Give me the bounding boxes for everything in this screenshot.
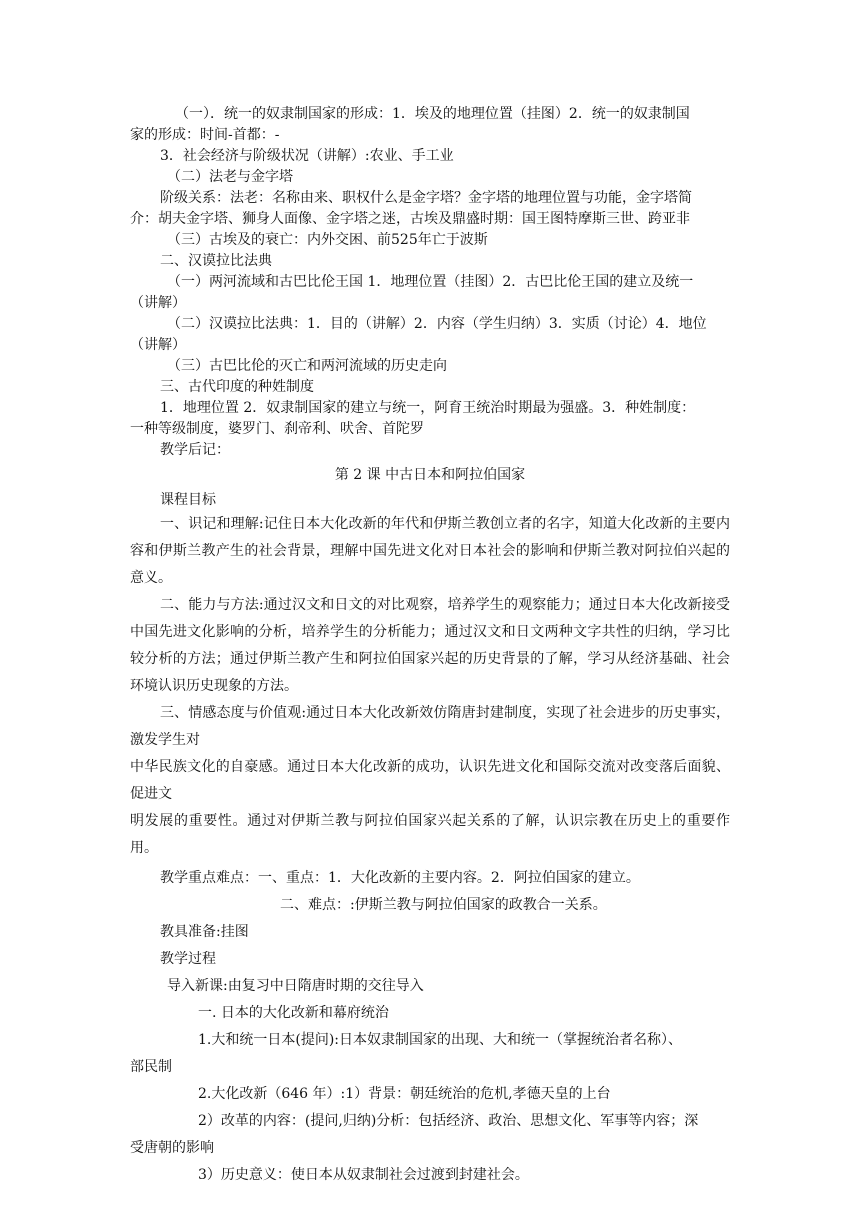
text-line: 一种等级制度，婆罗门、刹帝利、吠舍、首陀罗 bbox=[130, 421, 424, 437]
text-line: （一）两河流域和古巴比伦王国 1．地理位置（挂图）2．古巴比伦王国的建立及统一 bbox=[167, 274, 694, 290]
section-heading: 课程目标 bbox=[160, 492, 216, 508]
paragraph: 二、能力与方法:通过汉文和日文的对比观察，培养学生的观察能力；通过日本大化改新接受中国先进文化影响的分析，培养学生的分析能力；通过汉文和日文两种文字共性的归纳，学习比较分析的方法；通过伊斯兰教产生和阿拉伯国家兴起的历史背景的了解，学习从经济基础、社会环境认识历史现象的方法。 bbox=[130, 597, 730, 694]
paragraph: 一、识记和理解:记住日本大化改新的年代和伊斯兰教创立者的名字，知道大化改新的主要内容和伊斯兰教产生的社会背景，理解中国先进文化对日本社会的影响和伊斯兰教对阿拉伯兴起的意义。 bbox=[130, 516, 730, 586]
paragraph: 明发展的重要性。通过对伊斯兰教与阿拉伯国家兴起关系的了解，认识宗教在历史上的重要作用。 bbox=[130, 813, 730, 856]
text-line: （三）古巴比伦的灭亡和两河流域的历史走向 bbox=[167, 358, 447, 374]
text-line: 阶级关系：法老：名称由来、职权什么是金字塔？金字塔的地理位置与功能，金字塔简 bbox=[160, 190, 692, 206]
section-heading: 二、汉谟拉比法典 bbox=[160, 253, 272, 269]
text-line: （二）法老与金字塔 bbox=[167, 169, 293, 185]
text-line: 3．社会经济与阶级状况（讲解）:农业、手工业 bbox=[160, 148, 454, 164]
paragraph: 中华民族文化的自豪感。通过日本大化改新的成功，认识先进文化和国际交流对改变落后面貌、促进文 bbox=[130, 759, 730, 802]
text-line: 1．地理位置 2．奴隶制国家的建立与统一，阿育王统治时期最为强盛。3．种姓制度： bbox=[160, 400, 696, 416]
text-line: 教学后记： bbox=[160, 442, 230, 458]
section-heading: 一. 日本的大化改新和幕府统治 bbox=[198, 1005, 389, 1021]
text-line: （讲解） bbox=[130, 295, 186, 311]
lesson-title: 第 2 课 中古日本和阿拉伯国家 bbox=[334, 467, 526, 483]
text-line: （二）汉谟拉比法典：1．目的（讲解）2．内容（学生归纳）3．实质（讨论）4．地位 bbox=[167, 316, 707, 332]
text-line: 教学重点难点：一、重点：1．大化改新的主要内容。2．阿拉伯国家的建立。 bbox=[160, 870, 640, 886]
section-heading: 教学过程 bbox=[160, 951, 216, 967]
text-line: （一）．统一的奴隶制国家的形成：1．埃及的地理位置（挂图）2．统一的奴隶制国 bbox=[175, 106, 690, 122]
paragraph: 三、情感态度与价值观:通过日本大化改新效仿隋唐封建制度，实现了社会进步的历史事实，激发学生对 bbox=[130, 705, 730, 748]
text-line: 受唐朝的影响 bbox=[130, 1140, 214, 1156]
text-line: （讲解） bbox=[130, 337, 186, 353]
text-line: （三）古埃及的衰亡：内外交困、前525年亡于波斯 bbox=[167, 232, 488, 248]
text-line: 2.大化改新（646 年）:1）背景：朝廷统治的危机,孝德天皇的上台 bbox=[198, 1086, 611, 1102]
text-line: 2）改革的内容：(提问,归纳)分析：包括经济、政治、思想文化、军事等内容；深 bbox=[198, 1113, 699, 1129]
text-line: 3）历史意义：使日本从奴隶制社会过渡到封建社会。 bbox=[198, 1167, 529, 1183]
text-line: 部民制 bbox=[130, 1059, 172, 1075]
section-heading: 三、古代印度的种姓制度 bbox=[160, 379, 314, 395]
text-line: 二、难点：:伊斯兰教与阿拉伯国家的政教合一关系。 bbox=[280, 897, 607, 913]
text-line: 导入新课:由复习中日隋唐时期的交往导入 bbox=[167, 978, 424, 994]
text-line: 教具准备:挂图 bbox=[160, 924, 249, 940]
document-page bbox=[130, 104, 730, 1186]
text-line: 介：胡夫金字塔、狮身人面像、金字塔之迷，古埃及鼎盛时期：国王图特摩斯三世、跨亚非 bbox=[130, 211, 690, 227]
text-line: 1.大和统一日本(提问):日本奴隶制国家的出现、大和统一（掌握统治者名称）、 bbox=[198, 1032, 682, 1048]
text-line: 家的形成：时间-首都：- bbox=[130, 127, 280, 143]
